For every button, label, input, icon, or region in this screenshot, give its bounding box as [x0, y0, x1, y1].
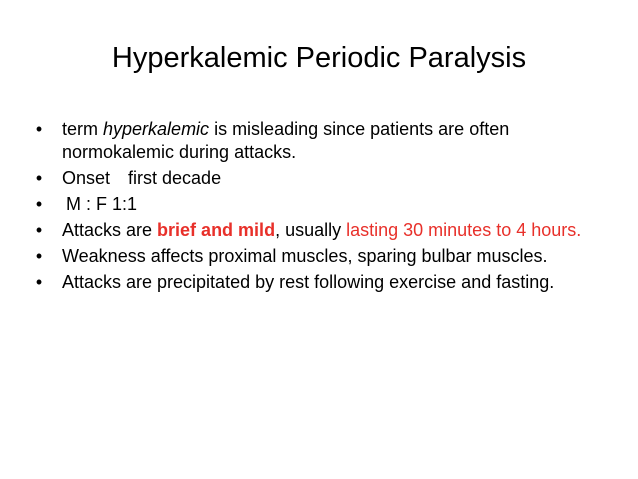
bullet-icon: •: [35, 246, 43, 266]
bullet-icon: •: [35, 272, 43, 292]
bullet-text: first decade: [128, 168, 222, 188]
bullet-text-italic: hyperkalemic: [103, 119, 210, 139]
bullet-item-precipitated: [30, 271, 620, 294]
bullet-item-term: [30, 118, 620, 164]
bullet-text: Onset: [62, 168, 111, 188]
bullet-text: , usually: [275, 220, 347, 240]
bullet-icon: •: [35, 119, 43, 139]
bullet-text: Attacks are precipitated by rest following exercise and fasting.: [62, 272, 555, 292]
bullet-item-onset: [30, 167, 620, 190]
bullet-list: [30, 118, 620, 297]
bullet-item-ratio: [30, 193, 620, 216]
bullet-text: term: [62, 119, 104, 139]
bullet-icon: •: [35, 168, 43, 188]
bullet-item-attacks: [30, 219, 620, 242]
slide-title: Hyperkalemic Periodic Paralysis: [111, 42, 527, 74]
bullet-text: Attacks are: [62, 220, 158, 240]
bullet-text: M : F 1:1: [66, 194, 138, 214]
bullet-text-highlight: lasting 30 minutes to 4 hours.: [346, 220, 582, 240]
bullet-item-weakness: [30, 245, 620, 268]
bullet-text: is misleading since patients are often normokalemic during attacks.: [62, 119, 510, 162]
bullet-text-highlight-bold: brief and mild: [157, 220, 276, 240]
bullet-icon: •: [35, 220, 43, 240]
bullet-text: Weakness affects proximal muscles, sparing bulbar muscles.: [62, 246, 548, 266]
bullet-icon: •: [35, 194, 43, 214]
